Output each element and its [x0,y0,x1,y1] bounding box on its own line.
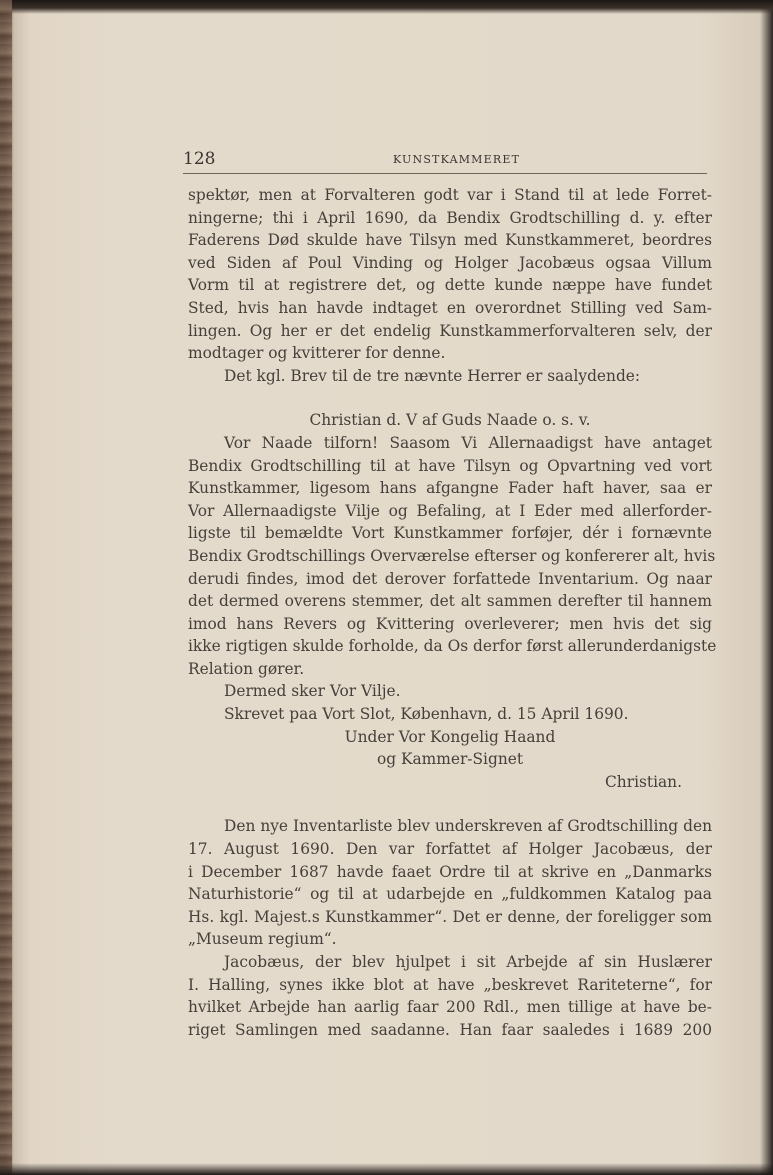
running-title: KUNSTKAMMERET [393,153,521,166]
letter-line: Bendix Grodtschillings Overværelse efterser og konfererer alt, hvis [188,546,716,565]
text-line: Den nye Inventarliste blev underskreven af Grodtschilling den [224,817,712,836]
spacer [188,387,712,409]
text-line: Hs. kgl. Majest.s Kunstkammer“. Det er denne, der foreligger som [188,907,712,926]
letter-signature: Christian. [605,772,682,791]
text-line: I. Halling, synes ikke blot at have „beskrevet Rariteterne“, for [188,975,712,994]
text-line: lingen. Og her er det endelig Kunstkammerforvalteren selv, der [188,321,712,340]
letter-seal-line: Under Vor Kongelig Haand [344,727,556,746]
text-line: modtager og kvitterer for denne. [188,344,446,363]
text-line: ningerne; thi i April 1690, da Bendix Grodtschilling d. y. efter [188,208,712,227]
text-line: spektør, men at Forvalteren godt var i Stand til at lede Forret- [188,186,712,204]
spacer [188,793,712,815]
letter-closing: Dermed sker Vor Vilje. [224,682,401,701]
page-body [188,184,717,1041]
text-line: Sted, hvis han havde indtaget en overordnet Stilling ved Sam- [188,298,712,317]
text-line: ved Siden af Poul Vinding og Holger Jacobæus ogsaa Villum [188,253,712,272]
text-line: 17. August 1690. Den var forfattet af Holger Jacobæus, der [188,840,712,859]
letter-line: Bendix Grodtschilling til at have Tilsyn og Opvartning ved vort [188,456,712,475]
letter-seal-line: og Kammer-Signet [376,750,524,769]
text-line: riget Samlingen med saadanne. Han faar saaledes i 1689 200 [188,1020,712,1039]
letter-line: det dermed overens stemmer, det alt sammen derefter til hannem [188,592,712,611]
text-line: Vorm til at registrere det, og dette kunde næppe have fundet [188,276,712,295]
page-number: 128 [183,149,216,169]
page-header [183,149,707,174]
letter-line: Vor Naade tilforn! Saasom Vi Allernaadigst have antaget [224,433,712,452]
text-line: „Museum regium“. [188,930,337,949]
letter-line: Vor Allernaadigste Vilje og Befaling, at I Eder med allerforder- [188,501,712,520]
text-line: Jacobæus, der blev hjulpet i sit Arbejde af sin Huslærer [224,953,712,971]
letter-line: Kunstkammer, ligesom hans afgangne Fader haft haver, saa er [188,479,712,498]
book-spine-edge [0,0,12,1175]
letter-line: ikke rigtigen skulde forholde, da Os derfor først allerunderdanigste [188,637,717,656]
letter-line: imod hans Revers og Kvittering overleverer; men hvis det sig [188,614,712,633]
letter-line: ligste til bemældte Vort Kunstkammer forføjer, dér i fornævnte [188,524,712,543]
text-line: Naturhistorie“ og til at udarbejde en „fuldkommen Katalog paa [188,885,712,904]
intro-line: Det kgl. Brev til de tre nævnte Herrer er saalydende: [224,366,641,385]
text-line: i December 1687 havde faaet Ordre til at skrive en „Danmarks [188,862,712,881]
letter-line: derudi findes, imod det derover forfattede Inventarium. Og naar [188,569,712,588]
text-line: hvilket Arbejde han aarlig faar 200 Rdl., men tillige at have be- [188,998,712,1017]
letter-salutation: Christian d. V af Guds Naade o. s. v. [309,411,591,430]
letter-dateline: Skrevet paa Vort Slot, København, d. 15 April 1690. [224,705,629,724]
text-line: Faderens Død skulde have Tilsyn med Kunstkammeret, beordres [188,231,712,250]
letter-line: Relation gører. [188,659,305,678]
